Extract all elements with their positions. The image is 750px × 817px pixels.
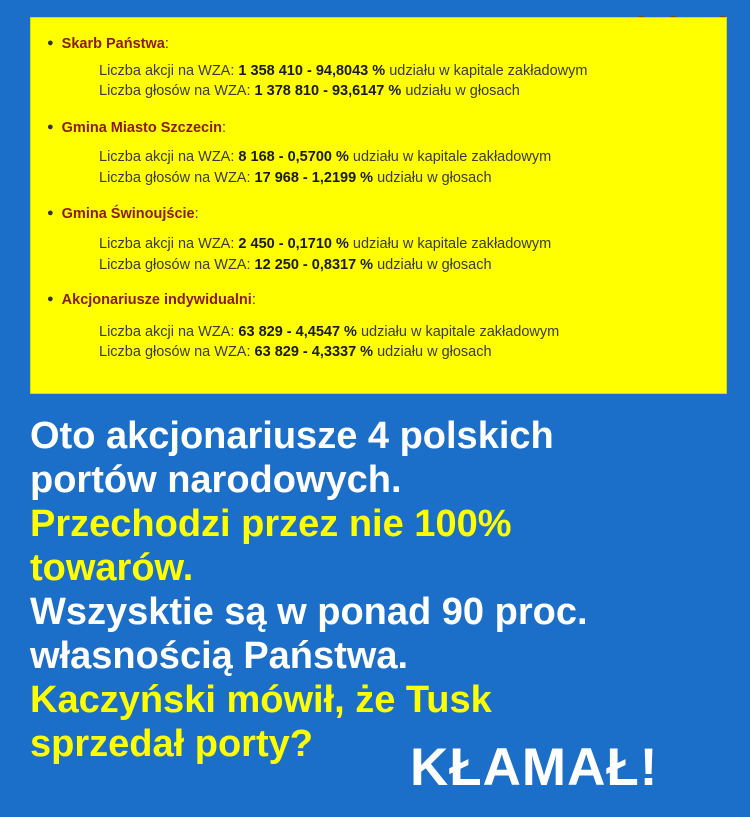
shares-suffix: udziału w kapitale zakładowym xyxy=(389,63,588,79)
shareholder-name: ● Akcjonariusze indywidualni: xyxy=(47,292,256,308)
verdict-text: KŁAMAŁ! xyxy=(410,738,659,797)
shares-line xyxy=(99,324,559,340)
shares-suffix: udziału w kapitale zakładowym xyxy=(352,236,552,252)
votes-suffix: udziału w głosach xyxy=(377,344,492,360)
headline-line-highlight: towarów. xyxy=(30,547,194,589)
votes-line xyxy=(99,257,492,273)
votes-suffix: udziału w głosach xyxy=(377,170,492,186)
shares-value: 1 358 410 - 94,8043 % xyxy=(238,63,386,79)
shareholders-panel xyxy=(30,17,727,394)
shares-line xyxy=(99,149,551,165)
shares-line xyxy=(99,63,587,79)
votes-value: 17 968 - 1,2199 % xyxy=(254,170,374,186)
headline-line: Oto akcjonariusze 4 polskich xyxy=(30,415,554,457)
shareholder-name: ● Gmina Miasto Szczecin: xyxy=(47,120,227,136)
votes-line xyxy=(99,170,492,186)
shares-value: 8 168 - 0,5700 % xyxy=(238,149,349,165)
shares-suffix: udziału w kapitale zakładowym xyxy=(360,324,560,340)
shares-label: Liczba akcji na WZA: xyxy=(99,63,235,79)
shareholder-name-text: Gmina Świnoujście xyxy=(61,206,195,222)
votes-line xyxy=(99,344,492,360)
votes-suffix: udziału w głosach xyxy=(377,257,492,273)
votes-value: 1 378 810 - 93,6147 % xyxy=(254,83,402,99)
votes-line xyxy=(99,83,520,99)
votes-label: Liczba głosów na WZA: xyxy=(99,170,251,186)
shareholder-name: ● Gmina Świnoujście: xyxy=(47,206,199,222)
shares-value: 63 829 - 4,4547 % xyxy=(238,324,357,340)
votes-label: Liczba głosów na WZA: xyxy=(99,257,251,273)
bullet-icon: ● xyxy=(47,37,54,49)
headline-line: Wszysktie są w ponad 90 proc. xyxy=(30,591,588,633)
votes-label: Liczba głosów na WZA: xyxy=(99,344,251,360)
votes-suffix: udziału w głosach xyxy=(405,83,520,99)
headline-line-highlight: Przechodzi przez nie 100% xyxy=(30,503,512,545)
bullet-icon: ● xyxy=(47,121,54,133)
votes-value: 12 250 - 0,8317 % xyxy=(254,257,374,273)
bullet-icon: ● xyxy=(47,293,54,305)
bullet-icon: ● xyxy=(47,207,54,219)
headline-line: własnością Państwa. xyxy=(30,635,409,677)
shareholder-name-text: Akcjonariusze indywidualni xyxy=(61,292,252,308)
votes-value: 63 829 - 4,3337 % xyxy=(254,344,374,360)
shares-label: Liczba akcji na WZA: xyxy=(99,324,235,340)
headline-line: portów narodowych. xyxy=(30,459,402,501)
shares-value: 2 450 - 0,1710 % xyxy=(238,236,349,252)
headline-line-highlight: Kaczyński mówił, że Tusk xyxy=(30,679,492,721)
headline-text xyxy=(30,414,745,766)
headline-line-highlight: sprzedał porty? xyxy=(30,723,313,765)
shares-label: Liczba akcji na WZA: xyxy=(99,149,235,165)
shares-label: Liczba akcji na WZA: xyxy=(99,236,235,252)
shares-suffix: udziału w kapitale zakładowym xyxy=(352,149,552,165)
shareholder-name-text: Skarb Państwa xyxy=(61,36,165,52)
votes-label: Liczba głosów na WZA: xyxy=(99,83,251,99)
shareholder-name-text: Gmina Miasto Szczecin xyxy=(61,120,223,136)
shareholder-name: ● Skarb Państwa: xyxy=(47,36,169,52)
shares-line xyxy=(99,236,551,252)
